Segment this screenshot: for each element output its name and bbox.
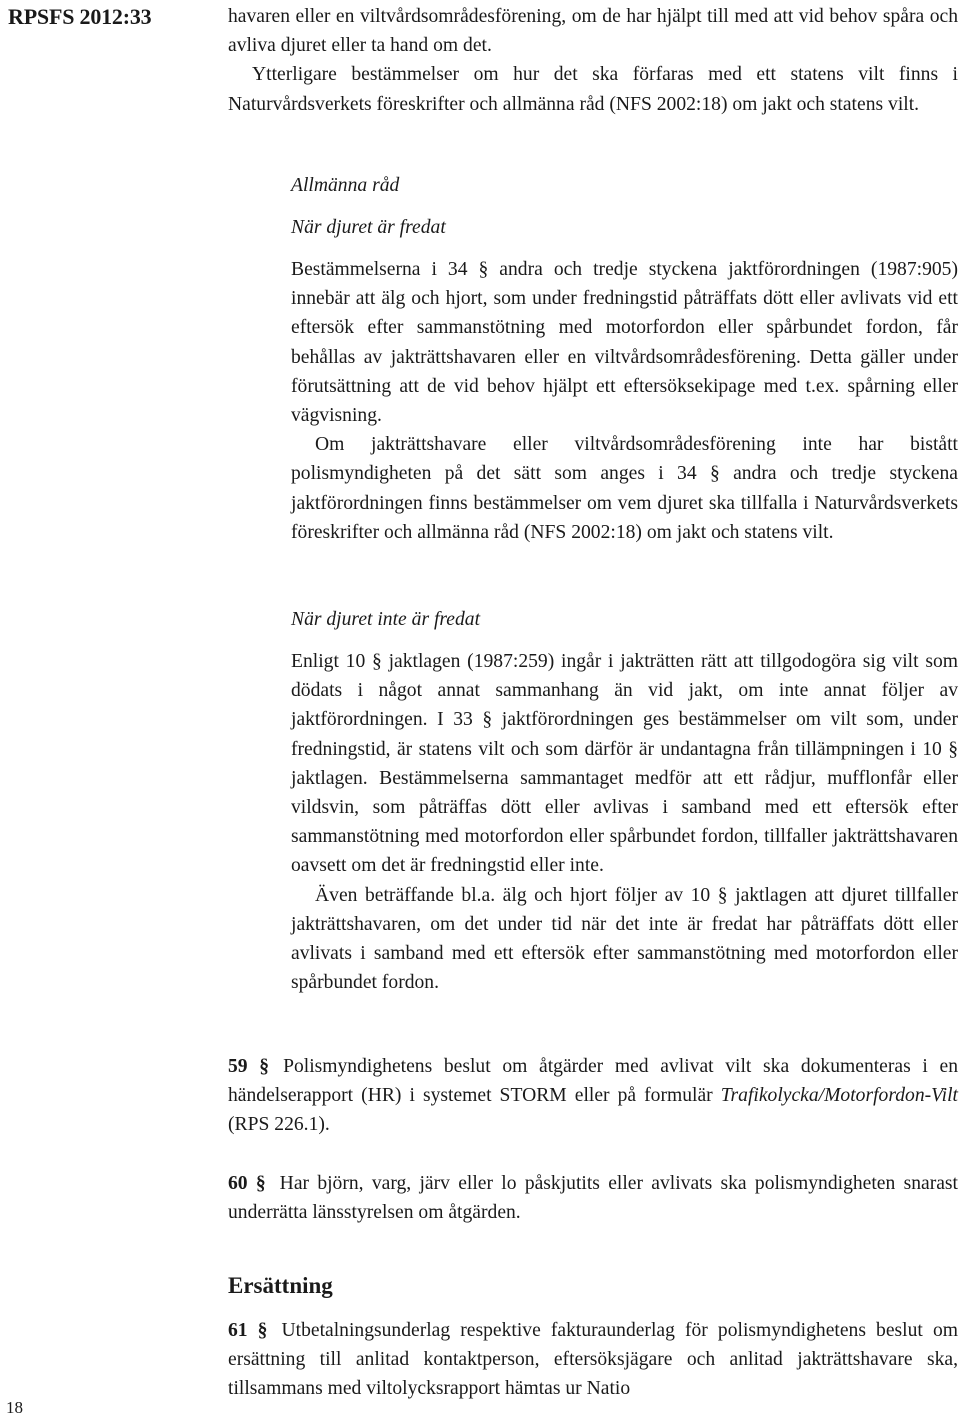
inte-fredat-block: [291, 605, 958, 997]
section-61: [228, 1316, 958, 1404]
side-code: RPSFS 2012:33: [8, 4, 152, 29]
page-number: 18: [6, 1398, 23, 1417]
section-60-number: 60 §: [228, 1173, 266, 1194]
general-advice-block: [291, 171, 958, 547]
general-advice-label: Allmänna råd: [291, 175, 400, 196]
fredat-heading: När djuret är fredat: [291, 217, 446, 238]
section-59: [228, 1052, 958, 1140]
section-60-text: 60 § Har björn, varg, järv eller lo påskjutits eller avlivats ska polismyndigheten snarast underrätta länsstyrelsen om åtgärden.: [228, 1173, 958, 1224]
inte-fredat-heading: När djuret inte är fredat: [291, 609, 481, 630]
intro-paragraph-2: Ytterligare bestämmelser om hur det ska förfaras med ett statens vilt finns i Naturvårdsverkets föreskrifter och allmänna råd (NFS 2002:18) om jakt och statens vilt.: [228, 64, 958, 115]
section-61-text: 61 § Utbetalningsunderlag respektive fakturaunderlag för polismyndighetens beslut om ersättning till anlitad kontaktperson, eftersöksjägare och anlitad jakträttshavare ska, tillsammans med viltolycksrapport hämtas ur Natio: [228, 1320, 958, 1400]
fredat-paragraph-1: Bestämmelserna i 34 § andra och tredje styckena jaktförordningen (1987:905) innebär att älg och hjort, som under fredningstid påträffats dött eller avlivats vid ett eftersök efter sammanstötning med motorfordon eller spårbundet fordon, får behållas av jakträttshavaren eller en viltvårdsområdesförening. Detta gäller under förutsättning att de vid behov hjälpt ett eftersöksekipage med t.ex. spårning eller vägvisning.: [291, 259, 958, 427]
section-61-number: 61 §: [228, 1320, 268, 1341]
form-name: Trafikolycka/Motorfordon-Vilt: [720, 1085, 958, 1107]
intro-paragraph-1: havaren eller en viltvårdsområdesförening, om de har hjälpt till med att vid behov spåra och avliva djuret eller ta hand om det.: [228, 6, 958, 57]
inte-fredat-paragraph-1: Enligt 10 § jaktlagen (1987:259) ingår i jakträtten rätt att tillgodogöra sig vilt som dödats i något annat sammanhang än vid jakt, om inte annat följer av jaktförordningen. I 33 § jaktförordningen ges bestämmelser om vilt som, under fredningstid, är statens vilt och som därför är undantagna från tillämpningen i 10 § jaktlagen. Bestämmelserna sammantaget medför att ett rådjur, mufflonfår eller vildsvin, som påträffas dött eller avlivas i samband med ett eftersök efter sammanstötning med motorfordon eller spårbundet fordon, tillfaller jakträttshavaren oavsett om det är fredningstid eller inte.: [291, 651, 958, 877]
fredat-paragraph-2: Om jakträttshavare eller viltvårdsområdesförening inte har bistått polismyndigheten på det sätt som anges i 34 § andra och tredje styckena jaktförordningen finns bestämmelser om vem djuret ska tillfalla i Naturvårdsverkets föreskrifter och allmänna råd (NFS 2002:18) om jakt och statens vilt.: [291, 434, 958, 543]
intro-block: [228, 2, 958, 119]
section-59-text: 59 § Polismyndighetens beslut om åtgärder med avlivat vilt ska dokumenteras i en händelserapport (HR) i systemet STORM eller på formulär Trafikolycka/Motorfordon-Vilt (RPS 226.1).: [228, 1056, 958, 1136]
inte-fredat-paragraph-2: Även beträffande bl.a. älg och hjort följer av 10 § jaktlagen att djuret tillfaller jakträttshavaren, om det under tid när det inte är fredat har påträffats dött eller avlivats i samband med ett eftersök efter sammanstötning med motorfordon eller spårbundet fordon.: [291, 884, 958, 994]
section-59-number: 59 §: [228, 1056, 270, 1077]
ersattning-section: [228, 1271, 958, 1301]
ersattning-heading: Ersättning: [228, 1273, 333, 1298]
section-60: [228, 1169, 958, 1227]
